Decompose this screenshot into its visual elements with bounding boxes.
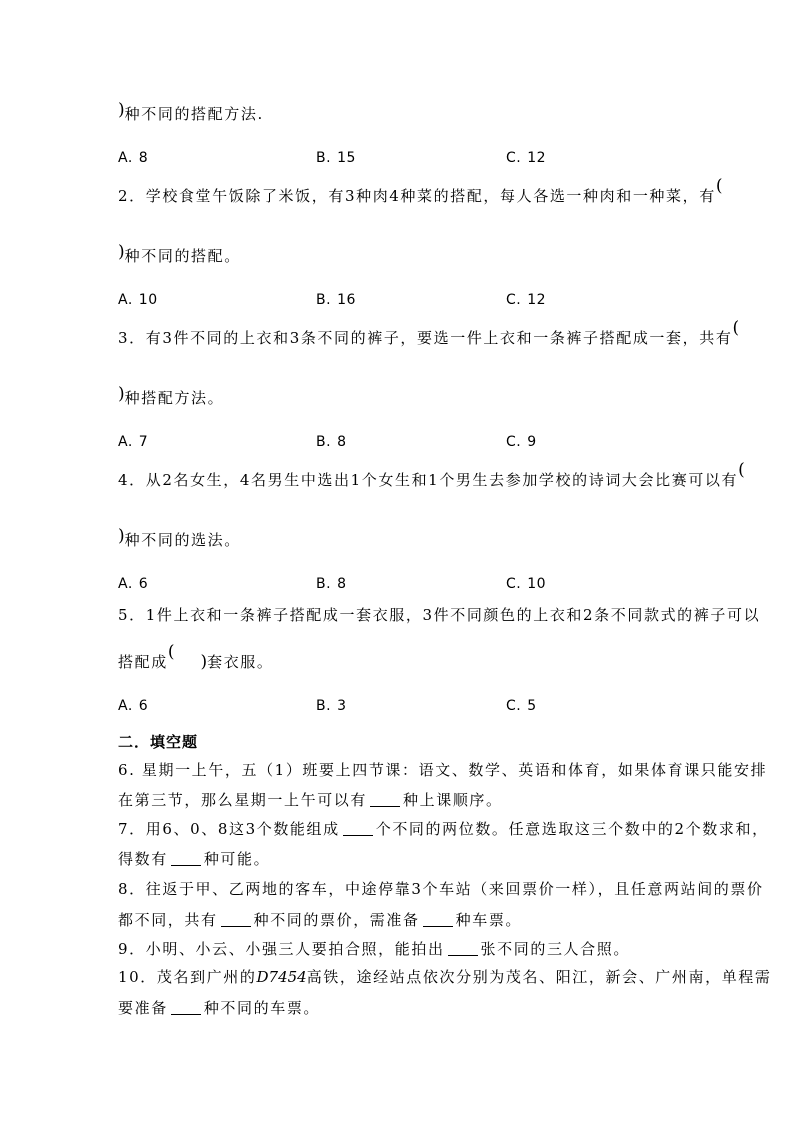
answer-blank[interactable] bbox=[171, 865, 201, 866]
answer-blank[interactable] bbox=[423, 926, 453, 927]
q1-option-b[interactable]: B. 15 bbox=[316, 150, 356, 166]
answer-paren-close: ) bbox=[118, 384, 125, 404]
q7-text-line2: 得数有 种可能。 bbox=[118, 850, 271, 868]
q8-text: 8．往返于甲、乙两地的客车，中途停靠3个车站（来回票价一样），且任意两站间的票价 bbox=[118, 880, 764, 898]
answer-paren-open: ( bbox=[715, 176, 723, 196]
q2-option-c[interactable]: C. 12 bbox=[506, 292, 547, 308]
section-title-fill-in: 二．填空题 bbox=[118, 733, 199, 751]
q3-option-c[interactable]: C. 9 bbox=[506, 434, 537, 450]
q10-text: 10．茂名到广州的D7454高铁，途经站点依次分别为茂名、阳江，新会、广州南，单程需 bbox=[118, 968, 772, 986]
answer-blank[interactable] bbox=[448, 955, 478, 956]
q7-text: 7．用6、0、8这3个数能组成 个不同的两位数。任意选取这三个数中的2个数求和， bbox=[118, 820, 769, 838]
q4-option-c[interactable]: C. 10 bbox=[506, 576, 547, 592]
q5-option-c[interactable]: C. 5 bbox=[506, 698, 537, 714]
q1-option-a[interactable]: A. 8 bbox=[118, 150, 149, 166]
q10-text-line2: 要准备 种不同的车票。 bbox=[118, 999, 321, 1017]
q5-option-b[interactable]: B. 3 bbox=[316, 698, 347, 714]
train-number: D7454 bbox=[256, 968, 307, 986]
answer-paren-close: ) bbox=[200, 652, 208, 672]
q6-text: 6. 星期一上午，五（1）班要上四节课：语文、数学、英语和体育，如果体育课只能安排 bbox=[118, 761, 768, 779]
q8-text-line2: 都不同，共有 种不同的票价，需准备 种车票。 bbox=[118, 911, 523, 929]
q5-option-a[interactable]: A. 6 bbox=[118, 698, 149, 714]
answer-paren-open: ( bbox=[732, 318, 740, 338]
q3-option-a[interactable]: A. 7 bbox=[118, 434, 149, 450]
q2-option-b[interactable]: B. 16 bbox=[316, 292, 356, 308]
answer-blank[interactable] bbox=[370, 806, 400, 807]
q5-text-line2: 搭配成( )套衣服。 bbox=[118, 642, 274, 672]
answer-paren-close: ) bbox=[118, 242, 125, 262]
q4-option-a[interactable]: A. 6 bbox=[118, 576, 149, 592]
q1-option-c[interactable]: C. 12 bbox=[506, 150, 547, 166]
q4-text-tail: )种不同的选法。 bbox=[118, 526, 241, 549]
q9-text: 9．小明、小云、小强三人要拍合照，能拍出 张不同的三人合照。 bbox=[118, 940, 630, 958]
q3-text: 3．有3件不同的上衣和3条不同的裤子，要选一件上衣和一条裤子搭配成一套，共有( bbox=[118, 318, 740, 347]
q3-text-tail: )种搭配方法。 bbox=[118, 384, 225, 407]
answer-paren-close: ) bbox=[118, 100, 125, 120]
q6-text-line2: 在第三节，那么星期一上午可以有 种上课顺序。 bbox=[118, 791, 503, 809]
answer-paren-close: ) bbox=[118, 526, 125, 546]
q2-text-tail: )种不同的搭配。 bbox=[118, 242, 241, 265]
q2-text: 2．学校食堂午饭除了米饭，有3种肉4种菜的搭配，每人各选一种肉和一种菜，有( bbox=[118, 176, 723, 205]
answer-blank[interactable] bbox=[171, 1014, 201, 1015]
answer-blank[interactable] bbox=[221, 926, 251, 927]
q4-option-b[interactable]: B. 8 bbox=[316, 576, 347, 592]
answer-blank[interactable] bbox=[343, 835, 373, 836]
q2-option-a[interactable]: A. 10 bbox=[118, 292, 158, 308]
answer-paren-open: ( bbox=[167, 642, 175, 662]
q1-text-tail: )种不同的搭配方法. bbox=[118, 100, 264, 123]
q5-text: 5．1件上衣和一条裤子搭配成一套衣服，3件不同颜色的上衣和2条不同款式的裤子可以 bbox=[118, 606, 761, 624]
answer-paren-open: ( bbox=[738, 460, 745, 480]
q3-option-b[interactable]: B. 8 bbox=[316, 434, 347, 450]
q4-text: 4．从2名女生，4名男生中选出1个女生和1个男生去参加学校的诗词大会比赛可以有( bbox=[118, 460, 745, 489]
